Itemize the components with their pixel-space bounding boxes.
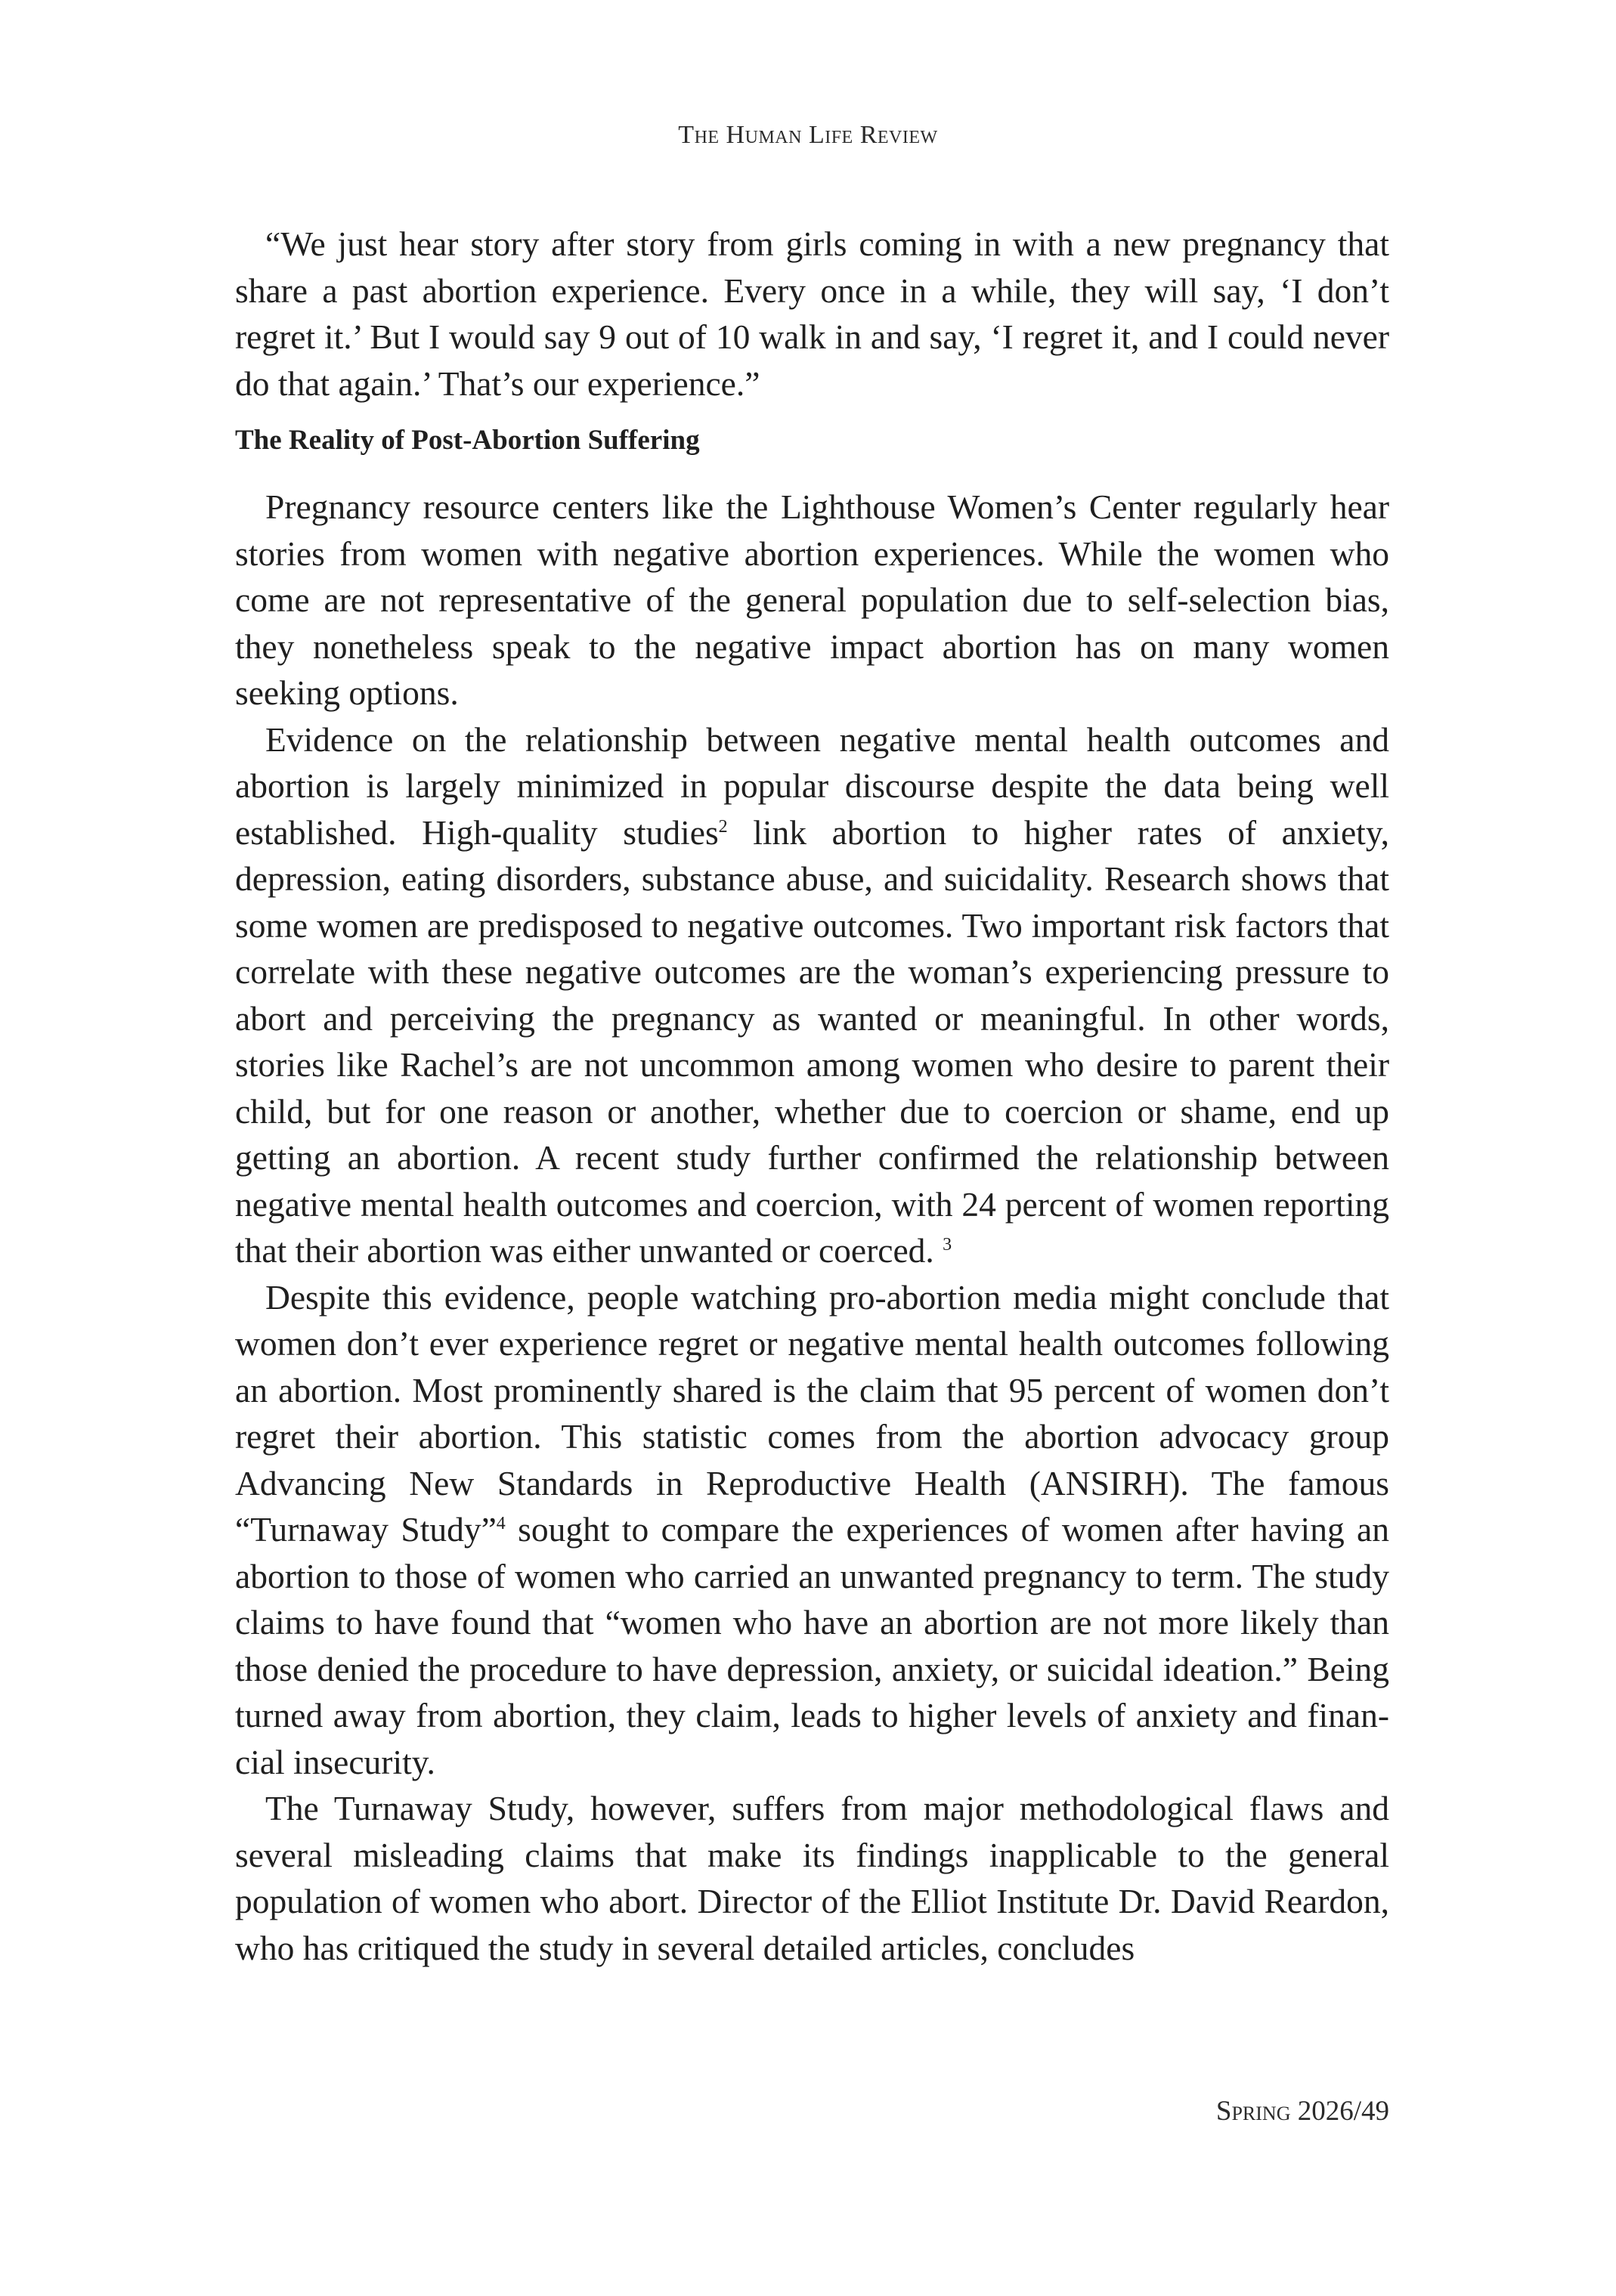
- paragraph-3-text-a: Despite this evidence, people watching pro-abortion media might conclude that women don’t ever experience regret or negative mental health outcomes following an abortion. Most prominently shared is the claim that 95 percent of women don’t regret their abortion. This statistic comes from the abortion advocacy group Advancing New Standards in Reproductive Health (ANSIRH). The famous “Turnaway Study”: [235, 1277, 1389, 1549]
- section-heading: The Reality of Post-Abortion Suffering: [235, 425, 700, 456]
- quote-paragraph: “We just hear story after story from girls coming in with a new pregnancy that share a past abortion experience. Every once in a while, they will say, ‘I don’t regret it.’ But I would say 9 out of 10 walk in and say, ‘I regret it, and I could never do that again.’ That’s our experience.”: [235, 224, 1389, 403]
- paragraph-2-text-a: Evidence on the relationship between negative mental health outcomes and abortion is largely minimized in popular discourse despite the data being well established. High-quality studies: [235, 719, 1389, 852]
- paragraph-1: Pregnancy resource centers like the Lighthouse Women’s Center regularly hear stories from women with negative abortion experiences. While the women who come are not representative of the general population due to self-selection bias, they nonetheless speak to the negative impact abortion has on many women seeking options.: [235, 487, 1389, 712]
- footnote-ref-3: 3: [943, 1234, 952, 1255]
- article-body: [235, 221, 1389, 1971]
- paragraph-4: The Turnaway Study, however, suffers from major methodological flaws and several misleading claims that make its findings inapplicable to the general population of women who abort. Director of the Elliot Institute Dr. David Reardon, who has critiqued the study in several detailed articles, concludes: [235, 1789, 1389, 1967]
- paragraph-2-text-b: link abortion to higher rates of anxiety, depression, eating disorders, substance abuse, and suicidality. Research shows that some women are predisposed to negative outcomes. Two important risk factors that correlate with these negative outcomes are the woman’s experiencing pressure to abort and perceiving the pregnancy as wanted or meaningful. In other words, stories like Rachel’s are not uncommon among women who desire to parent their child, but for one reason or another, whether due to coercion or shame, end up getting an abortion. A recent study further confirmed the relationship between negative mental health outcomes and coercion, with 24 percent of women reporting that their abortion was either unwanted or coerced.: [235, 812, 1389, 1270]
- paragraph-3: [235, 1274, 1389, 1786]
- page-folio: Spring 2026/49: [1215, 2096, 1389, 2127]
- running-head: The Human Life Review: [678, 121, 938, 149]
- footnote-ref-4: 4: [496, 1513, 506, 1533]
- footnote-ref-2: 2: [718, 816, 728, 837]
- paragraph-3-text-b: sought to compare the experiences of women after having an abortion to those of women who carried an unwanted pregnancy to term. The study claims to have found that “women who have an abortion are not more likely than those denied the procedure to have depression, anxiety, or suicidal ideation.” Being turned away from abortion, they claim, leads to higher levels of anxiety and financial insecurity.: [235, 1510, 1389, 1781]
- paragraph-2: [235, 716, 1389, 1274]
